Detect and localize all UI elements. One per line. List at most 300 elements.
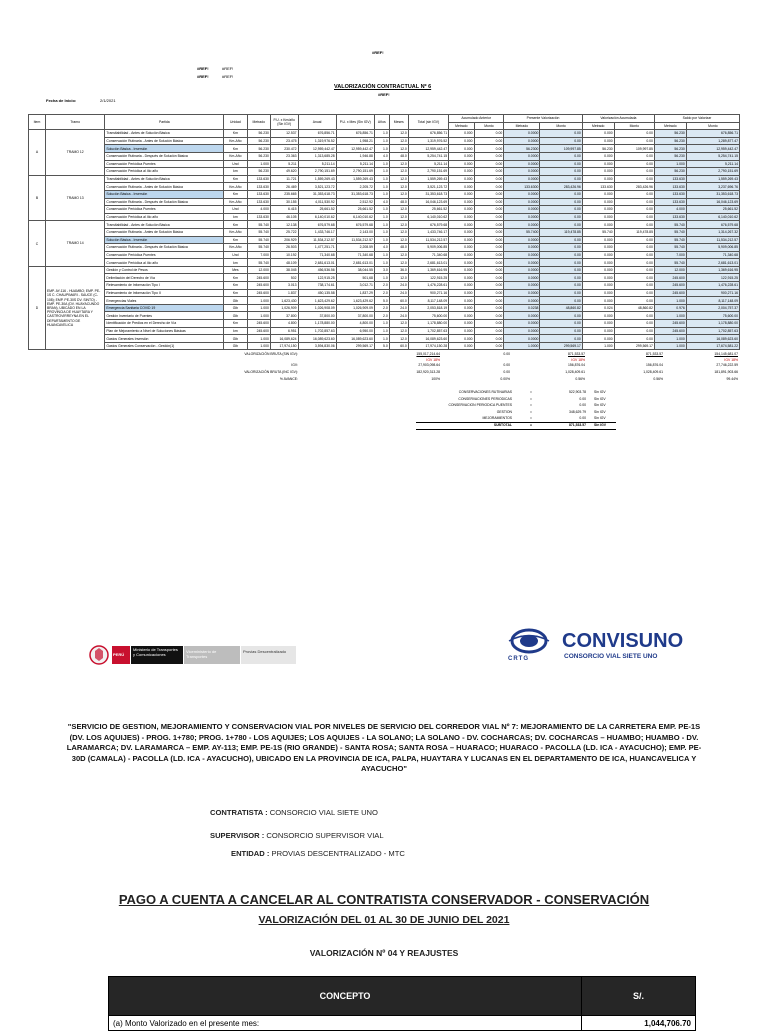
concept-table	[108, 976, 696, 1031]
metrado-cell: 1.000	[247, 335, 270, 343]
partida-cell: Emergencias Viales	[105, 297, 224, 305]
th-sub-metrado: Metrado	[654, 122, 686, 130]
summary-unit: Sin IGV	[594, 409, 606, 414]
pu-mes-cell: 3,012.71	[336, 282, 374, 290]
unidad-cell: Und	[224, 206, 247, 214]
table-row	[29, 297, 740, 305]
presente-monto-cell: 0.00	[540, 282, 582, 290]
anual-cell: 1,433,746.17	[298, 228, 336, 236]
saldo-metrado-cell: 12.000	[654, 266, 686, 274]
metrado-cell: 133.630	[247, 198, 270, 206]
saldo-monto-cell: 2,681,613.01	[686, 259, 739, 267]
unidad-cell: km	[224, 213, 247, 221]
ref-error-a2: #REF!	[222, 66, 234, 71]
table-row	[29, 221, 740, 229]
saldo-metrado-cell: 245.600	[654, 282, 686, 290]
summary-label: SUBTOTAL	[493, 422, 512, 427]
presente-monto-cell: 0.00	[540, 266, 582, 274]
saldo-metrado-cell: 245.600	[654, 274, 686, 282]
acum-ant-monto-cell: 0.00	[474, 266, 504, 274]
supervisor-line	[210, 831, 384, 840]
th-sub-metrado: Metrado	[449, 122, 474, 130]
total-cell: 1,369,616.95	[408, 266, 448, 274]
saldo-metrado-cell: 1.000	[654, 160, 686, 168]
presente-monto-cell: 0.00	[540, 244, 582, 252]
acum-ant-metrado-cell: 0.000	[449, 206, 474, 214]
pu-mes-cell: 1,946.88	[336, 152, 374, 160]
totals-acum-ant: 0.00%	[500, 377, 510, 382]
saldo-metrado-cell: 7.000	[654, 251, 686, 259]
item-cell: A	[29, 130, 46, 176]
saldo-metrado-cell: 1.000	[654, 342, 686, 350]
acum-ant-monto-cell: 0.00	[474, 228, 504, 236]
meses-cell: 36.0	[389, 266, 408, 274]
item-cell: D	[29, 266, 46, 350]
entidad-value: PROVIAS DESCENTRALIZADO - MTC	[271, 849, 405, 858]
th-sub-monto: Monto	[614, 122, 654, 130]
summary-value: 0.00	[579, 396, 586, 401]
anos-cell: 2.0	[374, 304, 389, 312]
acum-ant-monto-cell: 0.00	[474, 304, 504, 312]
val-acum-monto-cell: 0.00	[614, 274, 654, 282]
saldo-metrado-cell: 133.630	[654, 198, 686, 206]
acum-ant-monto-cell: 0.00	[474, 251, 504, 259]
acum-ant-metrado-cell: 0.000	[449, 304, 474, 312]
val-acum-monto-cell: 0.00	[614, 168, 654, 176]
th-pu-mes: P.U. x Mes (Sin IGV)	[336, 115, 374, 130]
anual-cell: 456,536.56	[298, 266, 336, 274]
presente-metrado-cell: 55.7400	[504, 228, 540, 236]
val-acum-metrado-cell: 0.000	[582, 137, 614, 145]
val-acum-metrado-cell: 0.000	[582, 160, 614, 168]
val-acum-monto-cell: 0.00	[614, 213, 654, 221]
totals-acum-ant: 0.00	[503, 352, 510, 357]
acum-ant-metrado-cell: 0.000	[449, 312, 474, 320]
anos-cell: 1.0	[374, 160, 389, 168]
val-acum-metrado-cell: 0.000	[582, 221, 614, 229]
acum-ant-metrado-cell: 0.000	[449, 236, 474, 244]
total-cell: 1,559,269.43	[408, 175, 448, 183]
presente-metrado-cell: 0.0000	[504, 130, 540, 138]
unidad-cell: Km	[224, 274, 247, 282]
presente-metrado-cell: 0.0000	[504, 221, 540, 229]
saldo-metrado-cell: 55.740	[654, 259, 686, 267]
th-meses: Meses	[389, 115, 408, 130]
table-row	[29, 244, 740, 252]
unidad-cell: Km-Año	[224, 228, 247, 236]
item-cell: B	[29, 175, 46, 221]
total-cell: 1,476,228.61	[408, 282, 448, 290]
saldo-monto-cell: 12,959,442.47	[686, 145, 739, 153]
pu-mes-cell: 1,958.21	[336, 137, 374, 145]
presente-monto-cell: 0.00	[540, 259, 582, 267]
acum-ant-monto-cell: 0.00	[474, 236, 504, 244]
unidad-cell: Km	[224, 221, 247, 229]
presente-monto-cell: 0.00	[540, 160, 582, 168]
acum-ant-monto-cell: 0.00	[474, 130, 504, 138]
totals-total: 100%	[431, 377, 440, 382]
meses-cell: 12.0	[389, 206, 408, 214]
anual-cell: 37,800.00	[298, 312, 336, 320]
concept-row-value: 1,044,706.70	[582, 1016, 696, 1031]
partida-cell: Gastos Generales Conservación - Gestión(1)	[105, 342, 224, 350]
val-acum-monto-cell: 0.00	[614, 320, 654, 328]
meses-cell: 12.0	[389, 130, 408, 138]
acum-ant-monto-cell: 0.00	[474, 183, 504, 191]
pu-cell: 1.837	[270, 289, 298, 297]
saldo-monto-cell: 31,353,618.73	[686, 190, 739, 198]
val-acum-metrado-cell: 0.000	[582, 282, 614, 290]
unidad-cell: Mes	[224, 266, 247, 274]
meses-cell: 12.0	[389, 137, 408, 145]
total-cell: 16,046,123.69	[408, 198, 448, 206]
anual-cell: 25,661.52	[298, 206, 336, 214]
meses-cell: 12.0	[389, 320, 408, 328]
saldo-monto-cell: 676,856.71	[686, 130, 739, 138]
partida-cell: Conservación Periódica al 4to año	[105, 259, 224, 267]
contratista-label: CONTRATISTA :	[210, 808, 268, 817]
saldo-monto-cell: 1,702,857.63	[686, 327, 739, 335]
pu-cell: 206.929	[270, 236, 298, 244]
acum-ant-metrado-cell: 0.000	[449, 251, 474, 259]
pu-mes-cell: 71,340.68	[336, 251, 374, 259]
acum-ant-metrado-cell: 0.000	[449, 137, 474, 145]
val-acum-monto-cell: 0.00	[614, 198, 654, 206]
anual-cell: 1,178,880.00	[298, 320, 336, 328]
anos-cell: 1.0	[374, 145, 389, 153]
subtotal-rule	[416, 422, 616, 423]
ref-error-b1: #REF!	[197, 74, 209, 79]
totals-label: VALORIZACIÓN BRUTA (SIN IGV):	[244, 352, 298, 357]
th-tramo: Tramo	[45, 115, 104, 130]
summary-unit: Sin IGV	[594, 422, 607, 427]
meses-cell: 12.0	[389, 168, 408, 176]
val-acum-monto-cell: 0.00	[614, 289, 654, 297]
entidad-line	[231, 849, 405, 858]
summary-equals: =	[530, 390, 532, 395]
val-acum-metrado-cell: 0.000	[582, 236, 614, 244]
acum-ant-metrado-cell: 0.000	[449, 259, 474, 267]
meses-cell: 12.0	[389, 221, 408, 229]
th-anual: Anual	[298, 115, 336, 130]
anos-cell: 1.0	[374, 335, 389, 343]
totals-acum-ant: 0.00	[503, 370, 510, 375]
table-row	[29, 236, 740, 244]
val-acum-monto-cell: 0.00	[614, 327, 654, 335]
table-row	[29, 175, 740, 183]
acum-ant-metrado-cell: 0.000	[449, 145, 474, 153]
presente-monto-cell: 0.00	[540, 236, 582, 244]
presente-metrado-cell: 0.0000	[504, 175, 540, 183]
presente-metrado-cell: 0.0000	[504, 213, 540, 221]
pu-cell: 16,089,624	[270, 335, 298, 343]
unidad-cell: Km	[224, 145, 247, 153]
table-row	[29, 312, 740, 320]
presente-monto-cell: 0.00	[540, 312, 582, 320]
acum-ant-monto-cell: 0.00	[474, 327, 504, 335]
val-acum-monto-cell: 0.00	[614, 206, 654, 214]
th-item: Item	[29, 115, 46, 130]
metrado-cell: 56.230	[247, 145, 270, 153]
igv-rate-label: IGV 18%	[426, 358, 440, 363]
total-cell: 25,661.52	[408, 206, 448, 214]
table-row	[29, 213, 740, 221]
unidad-cell: Glb	[224, 335, 247, 343]
acum-ant-monto-cell: 0.00	[474, 213, 504, 221]
acum-ant-metrado-cell: 0.000	[449, 175, 474, 183]
anos-cell: 1.0	[374, 228, 389, 236]
pu-mes-cell: 16,089,623.60	[336, 335, 374, 343]
acum-ant-metrado-cell: 0.000	[449, 335, 474, 343]
presente-monto-cell: 109,997.85	[540, 145, 582, 153]
meses-cell: 12.0	[389, 327, 408, 335]
partida-cell: Delimitación del Derecho de Vía	[105, 274, 224, 282]
totals-label: VALORIZACIÓN BRUTA (INC IGV):	[244, 370, 298, 375]
acum-ant-monto-cell: 0.00	[474, 342, 504, 350]
val-acum-metrado-cell: 55.740	[582, 228, 614, 236]
meses-cell: 12.0	[389, 183, 408, 191]
val-acum-metrado-cell: 0.000	[582, 335, 614, 343]
acum-ant-monto-cell: 0.00	[474, 274, 504, 282]
saldo-monto-cell: 17,674,581.22	[686, 342, 739, 350]
table-row	[29, 145, 740, 153]
acum-ant-monto-cell: 0.00	[474, 168, 504, 176]
metrado-cell: 1.000	[247, 304, 270, 312]
saldo-monto-cell: 5,909,006.85	[686, 244, 739, 252]
saldo-monto-cell: 11,534,212.57	[686, 236, 739, 244]
anos-cell: 1.0	[374, 137, 389, 145]
summary-value: 0.00	[579, 416, 586, 421]
anos-cell: 1.0	[374, 251, 389, 259]
th-sub-metrado: Metrado	[582, 122, 614, 130]
metrado-cell: 55.740	[247, 244, 270, 252]
total-cell: 5,254,741.15	[408, 152, 448, 160]
table-row	[29, 152, 740, 160]
pu-mes-cell: 25,661.52	[336, 206, 374, 214]
val-acum-metrado-cell: 0.000	[582, 175, 614, 183]
val-acum-monto-cell: 0.00	[614, 251, 654, 259]
saldo-metrado-cell: 133.630	[654, 183, 686, 191]
val-acum-monto-cell: 0.00	[614, 160, 654, 168]
val-acum-metrado-cell: 0.000	[582, 190, 614, 198]
saldo-metrado-cell: 56.230	[654, 137, 686, 145]
total-cell: 17,974,150.28	[408, 342, 448, 350]
saldo-metrado-cell: 55.740	[654, 236, 686, 244]
viceministerio-label: Viceministerio de Transportes	[186, 649, 217, 659]
pu-cell: 26.503	[270, 244, 298, 252]
presente-monto-cell: 119,478.85	[540, 228, 582, 236]
pu-cell: 1,623,430	[270, 297, 298, 305]
presente-monto-cell: 0.00	[540, 198, 582, 206]
pu-mes-cell: 38,044.55	[336, 266, 374, 274]
saldo-metrado-cell: 245.600	[654, 320, 686, 328]
acum-ant-metrado-cell: 0.000	[449, 289, 474, 297]
anual-cell: 4,011,530.92	[298, 198, 336, 206]
presente-monto-cell: 0.00	[540, 327, 582, 335]
acum-ant-metrado-cell: 0.000	[449, 130, 474, 138]
val-acum-metrado-cell: 0.000	[582, 312, 614, 320]
summary-equals: =	[530, 422, 532, 427]
table-row	[29, 160, 740, 168]
acum-ant-metrado-cell: 0.000	[449, 183, 474, 191]
saldo-monto-cell: 2,004,757.37	[686, 304, 739, 312]
summary-equals: =	[530, 416, 532, 421]
pu-mes-cell: 2,790,151.69	[336, 168, 374, 176]
payment-subtitle: VALORIZACIÓN DEL 01 AL 30 DE JUNIO DEL 2021	[258, 914, 510, 926]
acum-ant-monto-cell: 0.00	[474, 190, 504, 198]
convisuno-name: CONVISUNO	[562, 630, 684, 652]
meses-cell: 24.0	[389, 282, 408, 290]
summary-value: 871,533.57	[569, 422, 586, 427]
unidad-cell: Km	[224, 130, 247, 138]
metrado-cell: 12.000	[247, 266, 270, 274]
pu-cell: 6.951	[270, 327, 298, 335]
saldo-monto-cell: 8,117,148.09	[686, 297, 739, 305]
th-presente: Presente Valorización	[504, 115, 583, 123]
meses-cell: 60.0	[389, 297, 408, 305]
val-acum-monto-cell: 0.00	[614, 335, 654, 343]
acum-ant-metrado-cell: 0.000	[449, 327, 474, 335]
presente-monto-cell: 0.00	[540, 175, 582, 183]
anual-cell: 676,856.71	[298, 130, 336, 138]
acum-ant-metrado-cell: 0.000	[449, 274, 474, 282]
presente-monto-cell: 0.00	[540, 190, 582, 198]
acum-ant-monto-cell: 0.00	[474, 244, 504, 252]
total-cell: 676,579.68	[408, 221, 448, 229]
fecha-value: 2/1/2021	[100, 98, 116, 103]
val-acum-monto-cell: 0.00	[614, 152, 654, 160]
anual-cell: 1,026,908.09	[298, 304, 336, 312]
totals-val-acum: 0.56%	[653, 377, 663, 382]
summary-label: MEJORAMIENTOS	[482, 416, 512, 421]
anual-cell: 1,559,269.43	[298, 175, 336, 183]
val-acum-metrado-cell: 56.230	[582, 145, 614, 153]
unidad-cell: Glb	[224, 297, 247, 305]
val-acum-monto-cell: 0.00	[614, 221, 654, 229]
th-metrado: Metrado	[247, 115, 270, 130]
presente-monto-cell: 0.00	[540, 206, 582, 214]
project-title: "SERVICIO DE GESTION, MEJORAMIENTO Y CONSERVACION VIAL POR NIVELES DE SERVICIO DEL CORREDOR VIAL Nº 7: MEJORAMIENTO DE LA CARRETERA EMP. PE-1S (DV. LOS AQUIJES) - PROG. 1+780; PROG. 1+780 - LOS AQUIJES; LOS AQUIJES - LA SOLANO; LA SOLANO - DV. COCHARCAS; DV. COCHARCAS – HUAMBO; HUAMBO - DV. LARAMARCA; DV. LARAMARCA – EMP. AY-113; EMP. PE-1S (RIO GRANDE) - SANTA ROSA; SANTA ROSA – HUARACO; HUARACO - PACOLLA (LD. ICA - AYACUCHO); EMP. PE-30D (CAMALA) - PACOLLA (LD. ICA - AYACUCHO), UBICADO EN LA PROVINCIA DE ICA, PALPA, HUAYTARA Y LUCANAS EN EL DEPARTAMENTO DE ICA, HUANCAVELICA Y AYACUCHO"	[66, 722, 702, 773]
acum-ant-monto-cell: 0.00	[474, 160, 504, 168]
th-partida: Partida	[105, 115, 224, 130]
anos-cell: 4.0	[374, 244, 389, 252]
acum-ant-metrado-cell: 0.000	[449, 168, 474, 176]
saldo-metrado-cell: 245.600	[654, 327, 686, 335]
acum-ant-monto-cell: 0.00	[474, 152, 504, 160]
total-cell: 5,909,006.85	[408, 244, 448, 252]
totals-saldo: 27,746,222.59	[716, 363, 738, 368]
saldo-monto-cell: 75,600.00	[686, 312, 739, 320]
item-cell: C	[29, 221, 46, 267]
saldo-monto-cell: 6,140,010.62	[686, 213, 739, 221]
meses-cell: 12.0	[389, 335, 408, 343]
meses-cell: 12.0	[389, 160, 408, 168]
anual-cell: 1,319,976.52	[298, 137, 336, 145]
total-cell: 900,271.16	[408, 289, 448, 297]
presente-metrado-cell: 0.0000	[504, 297, 540, 305]
pu-cell: 23.475	[270, 137, 298, 145]
unidad-cell: Glb	[224, 312, 247, 320]
anual-cell: 122,915.25	[298, 274, 336, 282]
unidad-cell: km	[224, 327, 247, 335]
meses-cell: 48.0	[389, 244, 408, 252]
pu-mes-cell: 6,950.00	[336, 327, 374, 335]
table-row	[29, 190, 740, 198]
anual-cell: 3,521,123.72	[298, 183, 336, 191]
meses-cell: 48.0	[389, 198, 408, 206]
unidad-cell: km	[224, 168, 247, 176]
total-cell: 8,117,148.09	[408, 297, 448, 305]
anos-cell: 1.0	[374, 274, 389, 282]
meses-cell: 12.0	[389, 236, 408, 244]
pu-cell: 46.105	[270, 213, 298, 221]
saldo-metrado-cell: 133.630	[654, 190, 686, 198]
acum-ant-monto-cell: 0.00	[474, 259, 504, 267]
meses-cell: 48.0	[389, 152, 408, 160]
pu-cell: 1,026,909	[270, 304, 298, 312]
supervisor-value: CONSORCIO SUPERVISOR VIAL	[266, 831, 384, 840]
acum-ant-monto-cell: 0.00	[474, 198, 504, 206]
summary-value: 522,903.78	[569, 390, 586, 395]
val-acum-monto-cell: 0.00	[614, 259, 654, 267]
val-acum-metrado-cell: 0.000	[582, 274, 614, 282]
acum-ant-monto-cell: 0.00	[474, 282, 504, 290]
pu-mes-cell: 501,68	[336, 274, 374, 282]
partida-cell: Emergencia Sanitaria COVID 19	[105, 304, 224, 312]
unidad-cell: Km-Año	[224, 183, 247, 191]
metrado-cell: 7.000	[247, 251, 270, 259]
pu-mes-cell: 2,143.00	[336, 228, 374, 236]
presente-monto-cell: 0.00	[540, 213, 582, 221]
table-row	[29, 228, 740, 236]
saldo-monto-cell: 900,271.16	[686, 289, 739, 297]
saldo-metrado-cell: 55.740	[654, 244, 686, 252]
partida-cell: Identificación de Predios en el Derecho de Vía	[105, 320, 224, 328]
pu-cell: 11.721	[270, 175, 298, 183]
metrado-cell: 55.740	[247, 236, 270, 244]
saldo-monto-cell: 2,790,151.69	[686, 168, 739, 176]
unidad-cell: Km-Año	[224, 152, 247, 160]
val-acum-metrado-cell: 1.000	[582, 342, 614, 350]
val-acum-monto-cell: 0.00	[614, 297, 654, 305]
valuation-table	[28, 114, 740, 350]
val-acum-monto-cell: 283,426.96	[614, 183, 654, 191]
totals-total: 27,903,098.64	[418, 363, 440, 368]
totals-saldo: 181,891,903.66	[714, 370, 738, 375]
meses-cell: 24.0	[389, 289, 408, 297]
mtc-logo	[88, 642, 298, 668]
table-row	[29, 198, 740, 206]
saldo-monto-cell: 71,340.68	[686, 251, 739, 259]
partida-cell: Conservación Periódica Puentes	[105, 206, 224, 214]
th-total: Total (sin IGV)	[408, 115, 448, 130]
entidad-label: ENTIDAD :	[231, 849, 270, 858]
table-row	[29, 335, 740, 343]
table-row	[29, 251, 740, 259]
anual-cell: 6,140,010.62	[298, 213, 336, 221]
partida-cell: Conservación Rutinaria - Después de Solución Básica	[105, 198, 224, 206]
unidad-cell: Km-Año	[224, 198, 247, 206]
anos-cell: 1.0	[374, 259, 389, 267]
val-acum-metrado-cell: 0.000	[582, 168, 614, 176]
metrado-cell: 1.000	[247, 342, 270, 350]
anual-cell: 738,174.61	[298, 282, 336, 290]
presente-metrado-cell: 0.0000	[504, 190, 540, 198]
contratista-value: CONSORCIO VIAL SIETE UNO	[269, 808, 378, 817]
partida-cell: Gestión y Control de Pesos	[105, 266, 224, 274]
saldo-monto-cell: 1,178,880.00	[686, 320, 739, 328]
total-cell: 31,353,618.73	[408, 190, 448, 198]
